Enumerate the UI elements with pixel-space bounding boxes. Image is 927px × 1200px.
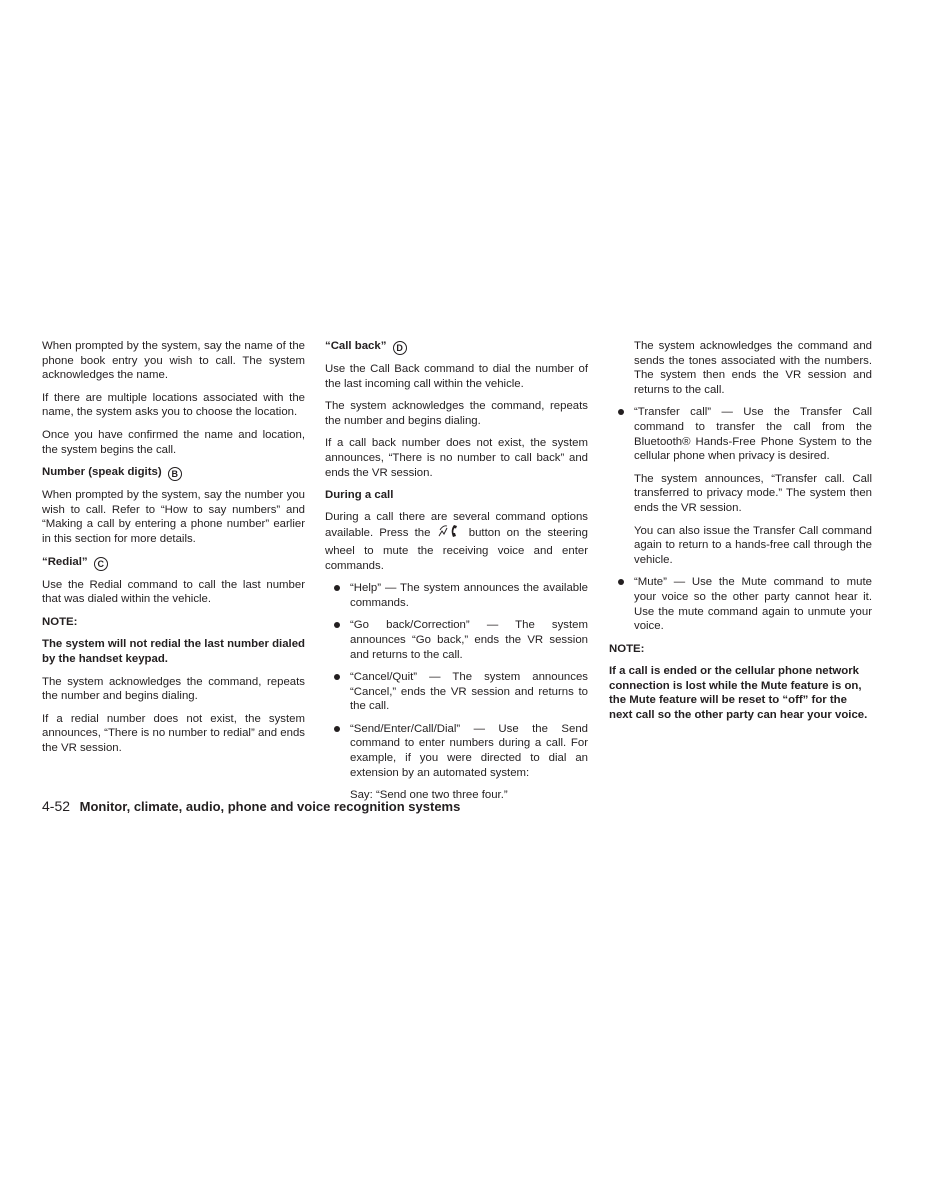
column-middle <box>325 339 588 811</box>
paragraph: When prompted by the system, say the name of the phone book entry you wish to call. The system acknowledges the name. <box>42 340 305 382</box>
page-number: 4-52 <box>42 798 71 814</box>
column-right <box>609 339 872 731</box>
paragraph-text: button on the steering wheel to mute the receiving voice and enter commands. <box>325 527 588 572</box>
paragraph: The system acknowledges the command, repeats the number and begins dialing. <box>42 675 305 703</box>
paragraph: Once you have confirmed the name and location, the system begins the call. <box>42 428 305 456</box>
paragraph: The system acknowledges the command, repeats the number and begins dialing. <box>325 400 588 427</box>
heading-text: Number (speak digits) <box>42 466 162 479</box>
command-list <box>325 581 588 780</box>
heading-call-back <box>325 339 588 355</box>
paragraph: If there are multiple locations associated with the name, the system asks you to choose the location. <box>42 391 305 419</box>
list-item-text: You can also issue the Transfer Call command again to return to a hands-free call through the vehicle. <box>634 524 872 566</box>
bullet-icon <box>334 585 340 591</box>
list-item <box>325 618 588 662</box>
list-item-text: “Send/Enter/Call/Dial” — Use the Send command to enter numbers during a call. For example, if you were directed to dial an extension by an automated system: <box>350 722 588 779</box>
note-text: The system will not redial the last number dialed by the handset keypad. <box>42 638 305 665</box>
talk-phone-icon <box>438 524 462 544</box>
list-item <box>609 405 872 567</box>
bullet-icon <box>334 726 340 732</box>
bullet-icon <box>618 579 624 585</box>
paragraph <box>325 510 588 573</box>
heading-text: “Redial” <box>42 555 88 568</box>
say-example: Say: “Send one two three four.” <box>350 789 508 802</box>
circled-letter-d-icon: D <box>393 341 407 355</box>
paragraph: Use the Redial command to call the last number that was dialed within the vehicle. <box>42 578 305 606</box>
heading-during-a-call: During a call <box>325 489 394 502</box>
circled-letter-b-icon: B <box>168 467 182 481</box>
paragraph: Use the Call Back command to dial the number of the last incoming call within the vehicle. <box>325 363 588 390</box>
bullet-icon <box>618 409 624 415</box>
list-item-text: “Help” — The system announces the available commands. <box>350 582 588 609</box>
list-item <box>325 670 588 714</box>
paragraph-text: During a call there are several command options available. Press the <box>325 510 588 540</box>
list-item-text: “Transfer call” — Use the Transfer Call command to transfer the call from the Bluetooth® Hands-Free Phone System to the cellular phone when privacy is desired. <box>634 406 872 463</box>
bullet-icon <box>334 622 340 628</box>
heading-number-speak-digits <box>42 465 305 481</box>
bullet-icon <box>334 674 340 680</box>
command-list <box>609 405 872 633</box>
list-item-text: “Cancel/Quit” — The system announces “Cancel,” ends the VR session and returns to the call. <box>350 671 588 713</box>
circled-letter-c-icon: C <box>94 557 108 571</box>
list-item-text: The system announces, “Transfer call. Call transferred to privacy mode.” The system then ends the VR session. <box>634 472 872 514</box>
list-item-text: “Mute” — Use the Mute command to mute your voice so the other party cannot hear it. Use the mute command again to unmute your voice. <box>634 576 872 633</box>
note-label: NOTE: <box>609 642 645 655</box>
paragraph: If a call back number does not exist, the system announces, “There is no number to call back” and ends the VR session. <box>325 437 588 479</box>
column-left <box>42 339 305 763</box>
paragraph: If a redial number does not exist, the system announces, “There is no number to redial” and ends the VR session. <box>42 712 305 754</box>
heading-text: “Call back” <box>325 340 387 352</box>
paragraph: The system acknowledges the command and sends the tones associated with the numbers. The system then ends the VR session and returns to the call. <box>634 340 872 396</box>
list-item <box>609 575 872 633</box>
heading-redial <box>42 555 305 571</box>
list-item-text: “Go back/Correction” — The system announces “Go back,” ends the VR session and returns to the call. <box>350 619 588 661</box>
section-title: Monitor, climate, audio, phone and voice recognition systems <box>79 799 461 814</box>
note-text: If a call is ended or the cellular phone network connection is lost while the Mute feature is on, the Mute feature will be reset to “off” for the next call so the other party can hear your voice. <box>609 665 868 722</box>
note-label: NOTE: <box>42 615 78 628</box>
page-footer <box>42 798 460 814</box>
paragraph: When prompted by the system, say the number you wish to call. Refer to “How to say numbers” and “Making a call by entering a phone number” earlier in this section for more details. <box>42 489 305 545</box>
list-item <box>325 581 588 610</box>
list-item <box>325 722 588 780</box>
